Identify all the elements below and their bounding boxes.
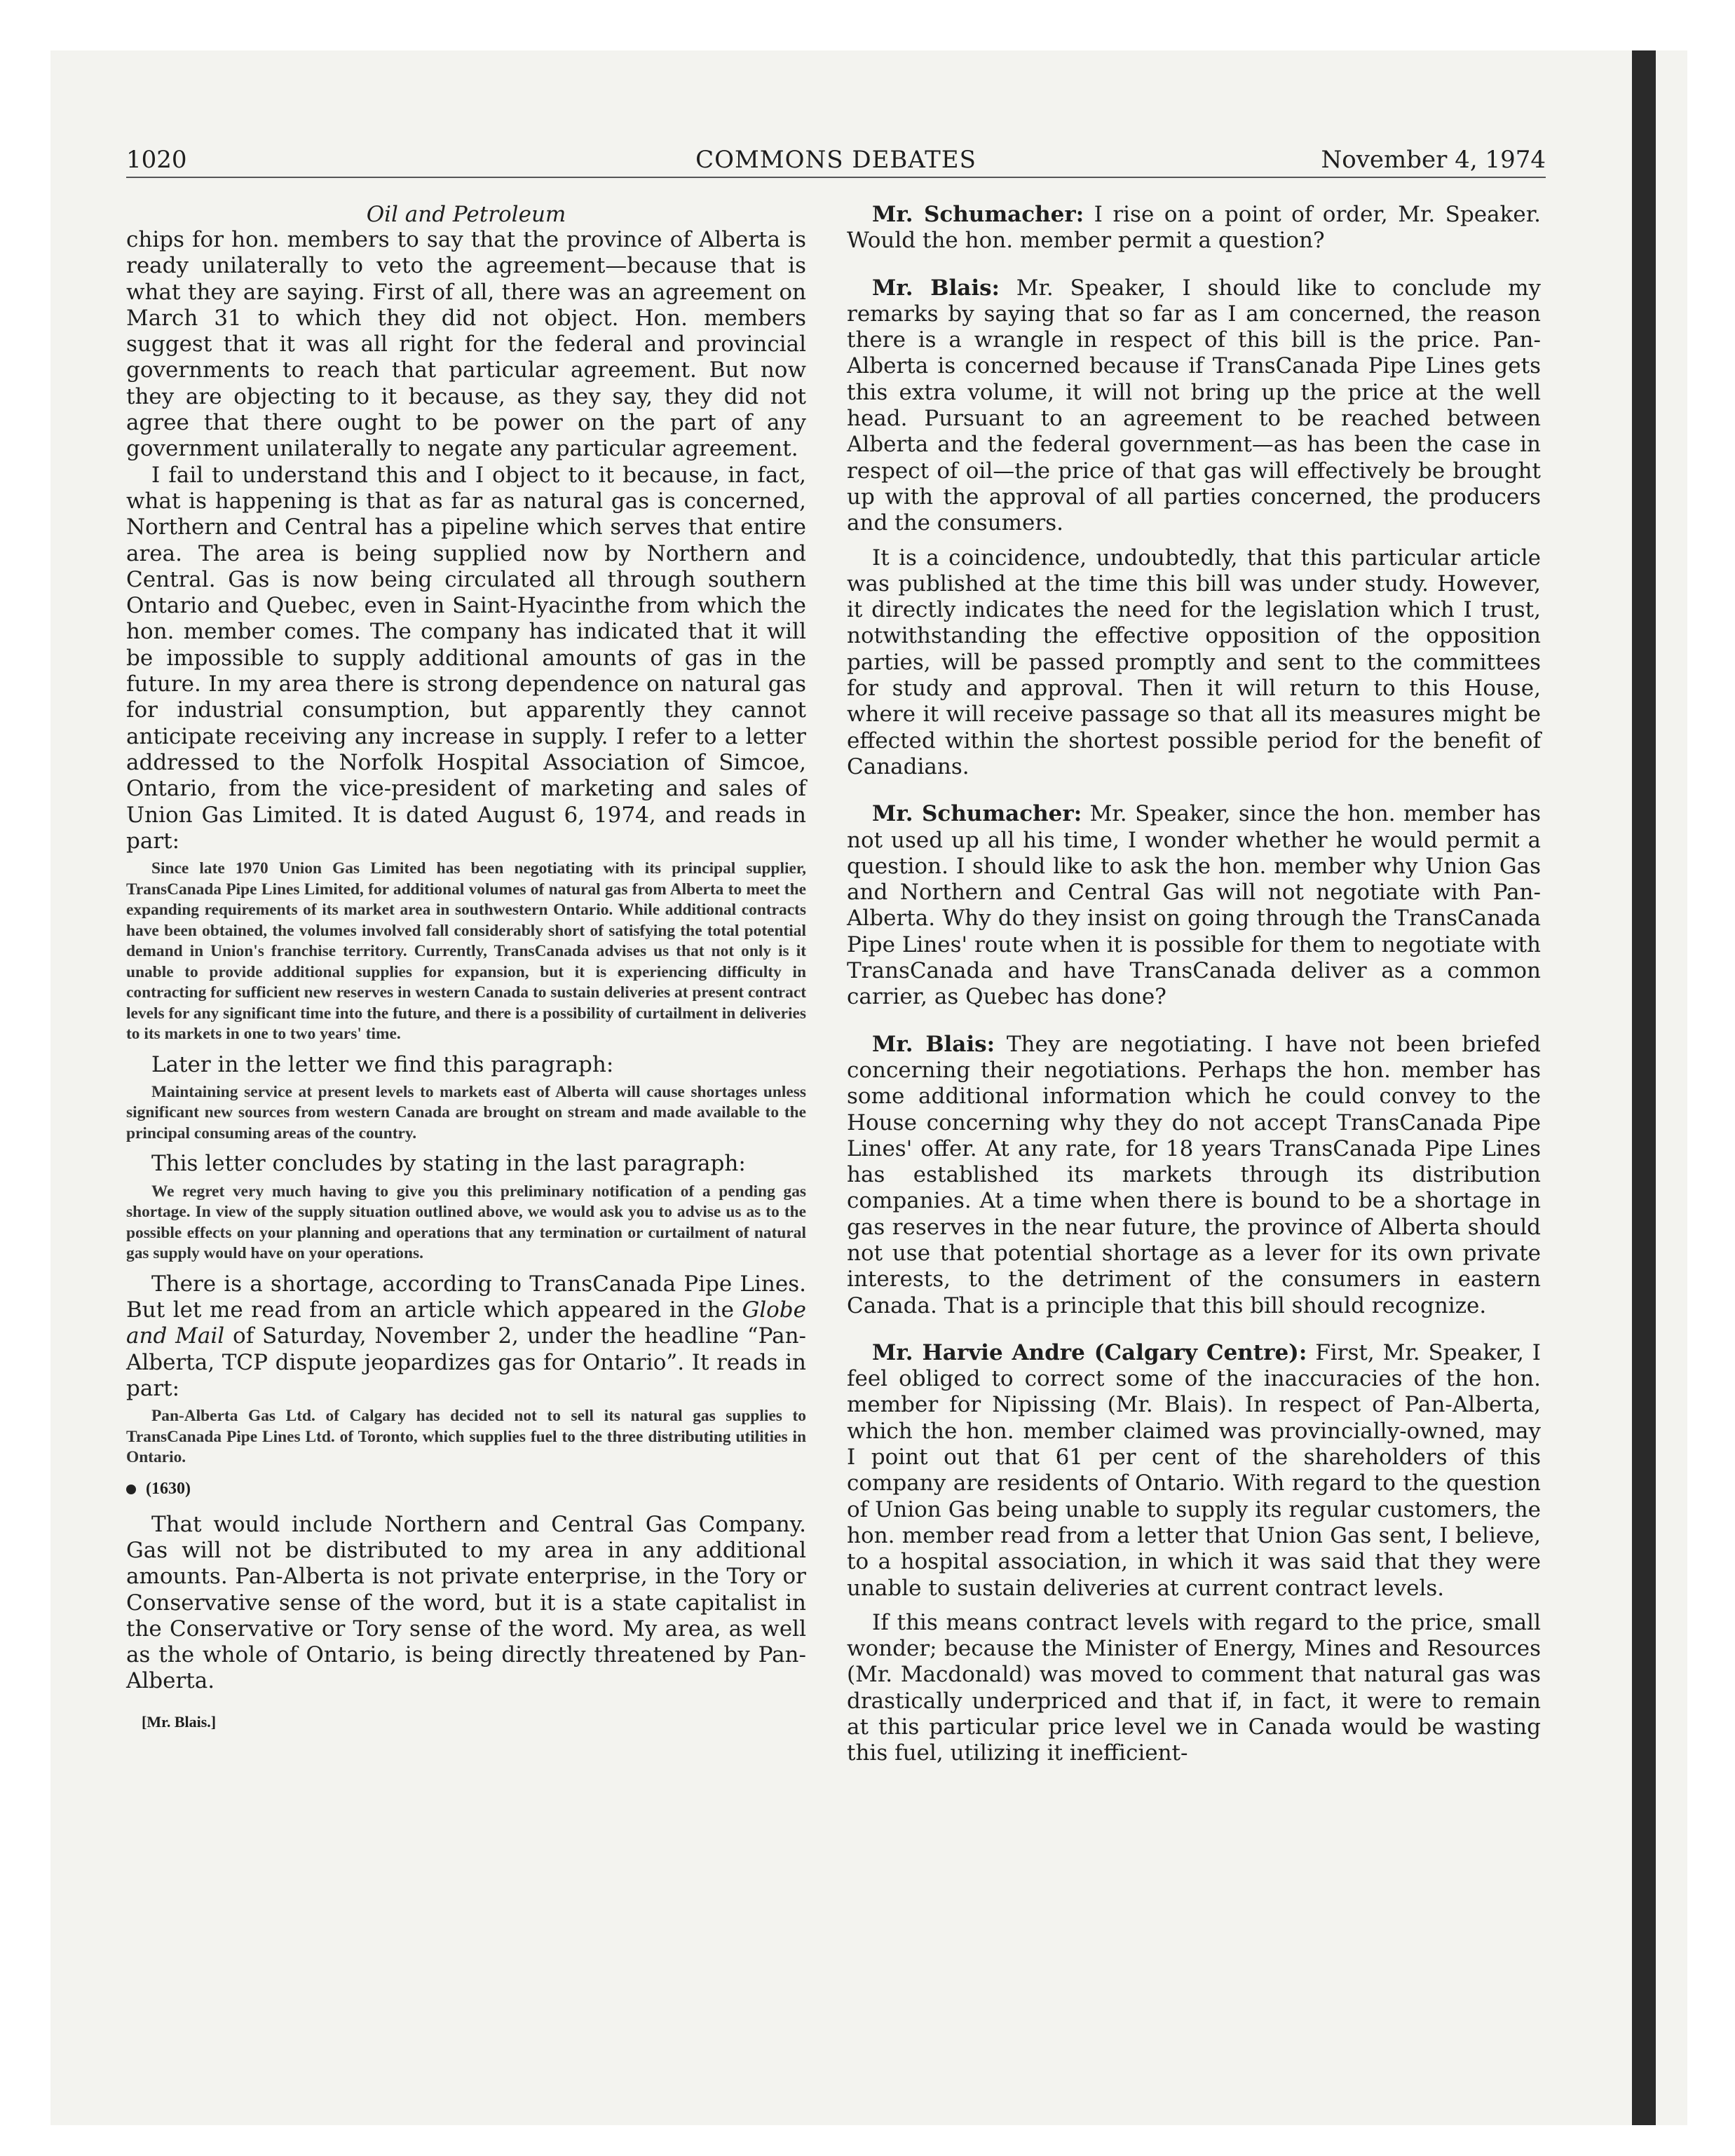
block-quote: Since late 1970 Union Gas Limited has been negotiating with its principal supplier, TransCanada Pipe Lines Limited, for additional volumes of natural gas from Alberta to meet the expanding requirements of its market area in southwestern Ontario. While additional contracts have been obtained, the volumes involved fall considerably short of satisfying the total potential demand in Union's franchise territory. Currently, TransCanada advises us that not only is it unable to provide additional supplies for expansion, but it is experiencing difficulty in contracting for sufficient new reserves in western Canada to sustain deliveries at present contract levels for any significant time into the future, and there is a possibility of curtailment in deliveries to its markets in one to two years' time. — [126, 859, 806, 1044]
paragraph: It is a coincidence, undoubtedly, that this particular article was published at the time this bill was under study. However, it directly indicates the need for the legislation which I trust, notwithstanding the effective opposition of the opposition parties, will be passed promptly and sent to the committees for study and approval. Then it will return to this House, where it will receive passage so that all its measures might be effected within the shortest possible period for the benefit of Canadians. — [847, 545, 1541, 779]
speech — [847, 202, 1541, 254]
page-number: 1020 — [126, 146, 187, 174]
speaker-name: Mr. Blais: — [872, 275, 1000, 301]
text-run: of Saturday, November 2, under the headline “Pan-Alberta, TCP dispute jeopardizes gas for Ontario”. It reads in part: — [126, 1323, 807, 1401]
time-marker — [126, 1478, 806, 1499]
speaker-name: Mr. Harvie Andre (Calgary Centre): — [872, 1339, 1307, 1365]
speech — [847, 1032, 1541, 1319]
paragraph: If this means contract levels with regard to the price, small wonder; because the Minister of Energy, Mines and Resources (Mr. Macdonald) was moved to comment that natural gas was drastically underpriced and that if, in fact, it were to remain at this particular price level we in Canada would be wasting this fuel, utilizing it inefficient- — [847, 1609, 1541, 1766]
text-run: There is a shortage, according to TransCanada Pipe Lines. But let me read from an article which appeared in the — [126, 1271, 806, 1323]
publication-date: November 4, 1974 — [1321, 146, 1546, 174]
page-header — [126, 144, 1546, 178]
paragraph: This letter concludes by stating in the last paragraph: — [151, 1151, 746, 1177]
paragraph: That would include Northern and Central Gas Company. Gas will not be distributed to my area in any additional amounts. Pan-Alberta is not private enterprise, in the Tory or Conservative sense of the word, but it is a state capitalist in the Conservative or Tory sense of the word. My area, as well as the whole of Ontario, is being directly threatened by Pan-Alberta. — [126, 1511, 806, 1694]
paragraph: chips for hon. members to say that the province of Alberta is ready unilaterally to veto the agreement—because that is what they are saying. First of all, there was an agreement on March 31 to which they did not object. Hon. members suggest that it was all right for the federal and provincial governments to reach that particular agreement. But now they are objecting to it because, as they say, they did not agree that there ought to be power on the part of any government unilaterally to negate any particular agreement. — [126, 227, 806, 462]
speech-text: They are negotiating. I have not been briefed concerning their negotiations. Perhaps the hon. member has some additional information which he could convey to the House concerning why they do not accept TransCanada Pipe Lines' offer. At any rate, for 18 years TransCanada Pipe Lines has established its markets through its distribution companies. At a time when there is bound to be a shortage in gas reserves in the near future, the province of Alberta should not use that potential shortage as a lever for its own private interests, to the detriment of the consumers in eastern Canada. That is a principle that this bill should recognize. — [847, 1031, 1542, 1318]
block-quote: We regret very much having to give you this preliminary notification of a pending gas shortage. In view of the supply situation outlined above, we would ask you to advise us as to the possible effects on your planning and operations that any termination or curtailment of natural gas supply would have on your operations. — [126, 1182, 806, 1263]
left-column — [126, 202, 806, 1733]
speech — [847, 801, 1541, 1010]
newspaper-title: Globe and Mail — [126, 1297, 806, 1349]
speech-text: Mr. Speaker, since the hon. member has not used up all his time, I wonder whether he would permit a question. I should like to ask the hon. member why Union Gas and Northern and Central Gas will not negotiate with Pan-Alberta. Why do they insist on going through the TransCanada Pipe Lines' route when it is possible for them to negotiate with TransCanada and have TransCanada deliver as a common carrier, as Quebec has done? — [847, 801, 1541, 1010]
paragraph — [126, 1271, 806, 1402]
speaker-name: Mr. Schumacher: — [872, 202, 1084, 227]
block-quote: Maintaining service at present levels to markets east of Alberta will cause shortages unless significant new sources from western Canada are brought on stream and made available to the principal consuming areas of the country. — [126, 1082, 806, 1142]
scan-edge-shadow — [1632, 50, 1656, 2125]
speech — [847, 275, 1541, 537]
block-quote: Pan-Alberta Gas Ltd. of Calgary has decided not to sell its natural gas supplies to TransCanada Pipe Lines Ltd. of Toronto, which supplies fuel to the three distributing utilities in Ontario. — [126, 1407, 806, 1467]
speech — [847, 1340, 1541, 1602]
time-marker-text: (1630) — [146, 1479, 191, 1498]
paragraph: I fail to understand this and I object to it because, in fact, what is happening is that as far as natural gas is concerned, Northern and Central has a pipeline which serves that entire area. The area is being supplied now by Northern and Central. Gas is now being circulated all through southern Ontario and Quebec, even in Saint-Hyacinthe from which the hon. member comes. The company has indicated that it will be impossible to supply additional amounts of gas in the future. In my area there is strong dependence on natural gas for industrial consumption, but apparently they cannot anticipate receiving any increase in supply. I refer to a letter addressed to the Norfolk Hospital Association of Simcoe, Ontario, from the vice-president of marketing and sales of Union Gas Limited. It is dated August 6, 1974, and reads in part: — [126, 462, 806, 854]
speaker-name: Mr. Blais: — [872, 1031, 995, 1057]
section-heading: Oil and Petroleum — [366, 202, 566, 227]
publication-title: COMMONS DEBATES — [695, 146, 977, 174]
speech-text: I rise on a point of order, Mr. Speaker. Would the hon. member permit a question? — [847, 202, 1541, 254]
speaker-attribution: [Mr. Blais.] — [142, 1712, 217, 1731]
speech-text: First, Mr. Speaker, I feel obliged to correct some of the inaccuracies of the hon. member for Nipissing (Mr. Blais). In respect of Pan-Alberta, which the hon. member claimed was provincially-owned, may I point out that 61 per cent of the shareholders of this company are residents of Ontario. With regard to the question of Union Gas being unable to supply its regular customers, the hon. member read from a letter that Union Gas sent, I believe, to a hospital association, in which it was said that they were unable to sustain deliveries at current contract levels. — [847, 1339, 1541, 1601]
paragraph: Later in the letter we find this paragraph: — [151, 1051, 614, 1077]
right-column — [847, 202, 1541, 1767]
speaker-name: Mr. Schumacher: — [872, 801, 1082, 827]
speech-text: Mr. Speaker, I should like to conclude my remarks by saying that so far as I am concerned, the reason there is a wrangle in respect of this bill is the price. Pan-Alberta is concerned because if TransCanada Pipe Lines gets this extra volume, it will not bring up the price at the well head. Pursuant to an agreement to be reached between Alberta and the federal government—as has been the case in respect of oil—the price of that gas will effectively be brought up with the approval of all parties concerned, the producers and the consumers. — [847, 275, 1541, 536]
bullet-icon — [126, 1485, 136, 1494]
